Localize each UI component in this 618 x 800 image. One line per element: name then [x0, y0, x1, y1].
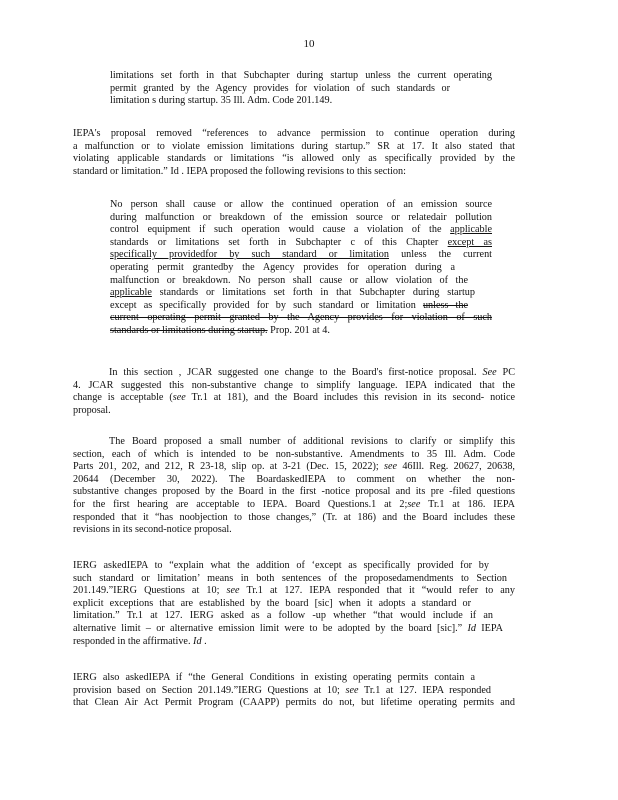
text-line: explicit exceptions that are established by the board [sic] when it adopts a standard or [73, 597, 471, 609]
text-line: a malfunction or to violate emission limitations during startup.” SR at 17. It also stated that [73, 140, 515, 152]
text-line: IERG askedIEPA to “explain what the addition of ‘except as specifically provided for by [73, 560, 489, 571]
text-line: limitation s during startup. 35 Ill. Adm. Code 201.149. [110, 95, 333, 107]
text-line: for the first hearing are acceptable to IEPA. Board Questions.1 at 2;see Tr.1 at 186. IEPA [73, 498, 515, 510]
text-line: control equipment if such operation would cause a violation of the applicable [110, 224, 492, 236]
text-line: operating permit grantedby the Agency provides for operation during a [110, 261, 455, 273]
paragraph-iepa-proposal [73, 128, 515, 178]
text-line: 201.149.”IERG Questions at 10; see Tr.1 at 127. IEPA responded that it “would refer to any [73, 585, 515, 597]
text-line: except as specifically provided for by such standard or limitation unless the [110, 299, 469, 311]
underlined-insertion: applicable [110, 287, 152, 299]
strikethrough-deletion: standards or limitations during startup. [110, 324, 268, 336]
text-line: section, each of which is intended to be non-substantive. Amendments to 35 Ill. Adm. Code [73, 448, 515, 460]
text-line: limitations set forth in that Subchapter during startup unless the current operating [110, 70, 492, 81]
text-line: standard or limitation.” Id . IEPA proposed the following revisions to this section: [73, 165, 406, 177]
text-line: In this section , JCAR suggested one change to the Board's first-notice proposal. See PC [109, 367, 515, 378]
paragraph-general-conditions [73, 672, 515, 710]
text-line: responded that it “has noobjection to those changes,” (Tr. at 186) and the Board includes these [73, 511, 515, 523]
text-line: revisions in its second-notice proposal. [73, 524, 232, 536]
text-line: IEPA's proposal removed “references to advance permission to continue operation during [73, 128, 515, 139]
text-line: proposal. [73, 404, 111, 416]
text-line: that Clean Air Act Permit Program (CAAPP) permits do not, but lifetime operating permits and [73, 697, 515, 709]
underlined-insertion: applicable [450, 224, 492, 236]
text-line: limitation.” Tr.1 at 127. IERG asked as a follow -up whether “that would include if an [73, 610, 493, 622]
text-line: IERG also askedIEPA if “the General Conditions in existing operating permits contain a [73, 672, 475, 683]
text-line: applicable standards or limitations set forth in that Subchapter during startup [110, 287, 475, 299]
text-line: provision based on Section 201.149.”IERG Questions at 10; see Tr.1 at 127. IEPA responded [73, 684, 492, 696]
text-line: standards or limitations set forth in Subchapter c of this Chapter except as [110, 236, 492, 248]
paragraph-jcar-suggestion [73, 367, 515, 417]
strikethrough-deletion: unless the [422, 299, 469, 311]
text-line: 4. JCAR suggested this non-substantive change to simplify language. IEPA indicated that the [73, 379, 515, 391]
text-line: substantive changes proposed by the Board in the first -notice proposal and its pre -filed questions [73, 486, 515, 498]
text-line: Parts 201, 202, and 212, R 23-18, slip op. at 3-21 (Dec. 15, 2022); see 46Ill. Reg. 20627, 20638, [73, 461, 515, 473]
text-line: during malfunction or breakdown of the emission source or relatedair pollution [110, 211, 492, 223]
text-line: violating applicable standards or limitations “is allowed only as specifically provided by the [73, 153, 515, 165]
paragraph-ierg-explain [73, 560, 515, 648]
text-line: 20644 (December 30, 2022). The BoardaskedIEPA to comment on whether the non- [73, 473, 515, 485]
text-line: No person shall cause or allow the continued operation of an emission source [110, 199, 492, 210]
page-number: 10 [303, 38, 315, 50]
underlined-insertion: specifically providedfor by such standard or limitation [110, 249, 389, 261]
text-line: change is acceptable (see Tr.1 at 181), and the Board includes this revision in its second- notice [73, 392, 515, 404]
text-line: permit granted by the Agency provides for violation of such standards or [110, 82, 450, 94]
text-line: The Board proposed a small number of additional revisions to clarify or simplify this [109, 436, 515, 447]
block-quote-proposed-revisions [110, 199, 492, 338]
text-line: responded in the affirmative. Id . [73, 635, 207, 647]
text-line: alternative limit – or alternative emission limit were to be adopted by the board [sic].” Id IEPA [73, 622, 503, 634]
text-line: malfunction or breakdown. No person shall cause or allow violation of the [110, 274, 468, 286]
paragraph-board-revisions [73, 436, 515, 537]
block-quote-startup [110, 70, 492, 108]
text-line: such standard or limitation’ means in both sentences of the proposedamendments to Section [73, 572, 507, 584]
strikethrough-deletion: current operating permit granted by the Agency provides for violation of such [110, 312, 492, 324]
text-line: specifically providedfor by such standard or limitation unless the current [110, 249, 492, 261]
text-line: standards or limitations during startup. Prop. 201 at 4. [110, 324, 330, 336]
underlined-insertion: except as [447, 236, 492, 248]
